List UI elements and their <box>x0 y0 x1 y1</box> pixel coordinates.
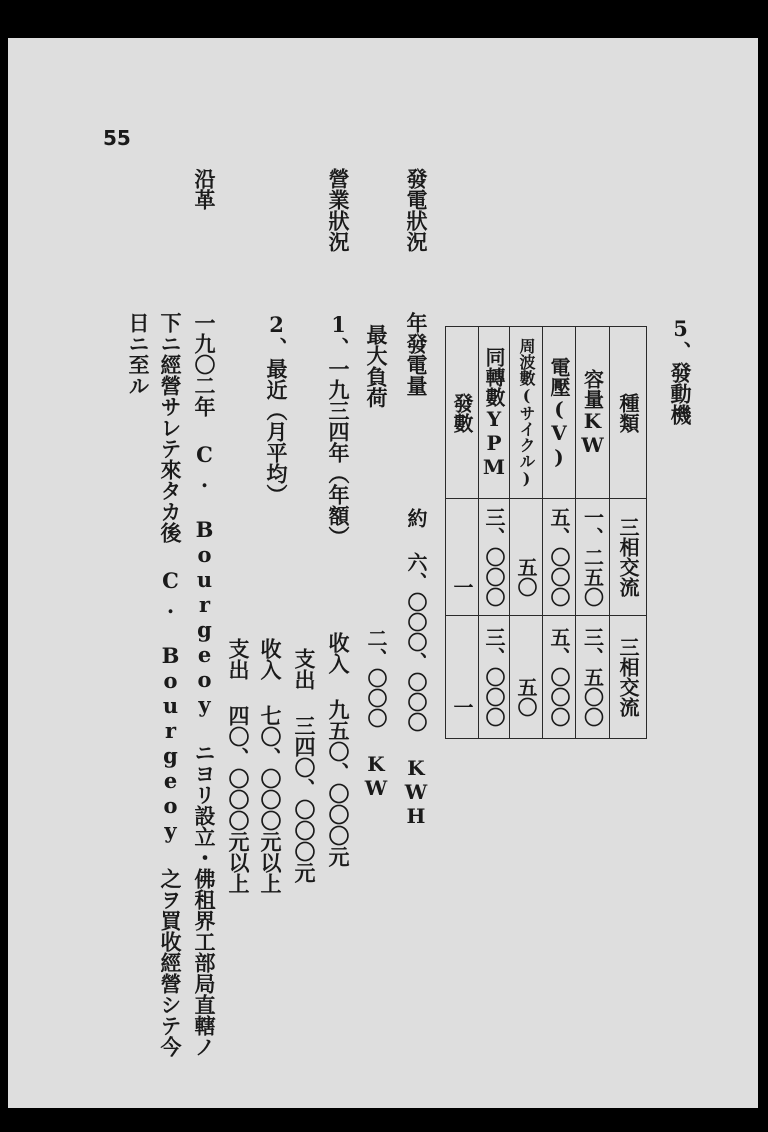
annual-generation-value: 約 六、〇〇〇、〇〇〇 KWH <box>404 508 428 828</box>
business-item1-expense: 支出 三四〇、〇〇〇元 <box>292 648 317 883</box>
business-item1-label: 1、一九三四年（年額） <box>326 312 351 547</box>
row1-count: 一 <box>450 577 474 597</box>
row1-frequency: 五〇 <box>514 557 538 597</box>
business-heading: 營業狀況 <box>326 168 351 252</box>
row1-capacity: 一、二五〇 <box>580 507 605 607</box>
row2-type: 三相交流 <box>616 637 640 717</box>
generator-table <box>445 326 647 739</box>
row1-rpm: 三、〇〇〇 <box>482 507 506 607</box>
row2-capacity: 三、五〇〇 <box>580 627 605 727</box>
business-item1-income: 收入 九五〇、〇〇〇元 <box>326 632 351 867</box>
history-line-1: 一九〇二年 C. Bourgeoy ニヨリ設立・佛租界工部局直轄ノ <box>192 312 217 1057</box>
table-header-row <box>446 327 647 499</box>
header-voltage: 電壓(V) <box>547 356 571 469</box>
max-load-label: 最大負荷 <box>364 324 389 408</box>
history-heading: 沿革 <box>192 168 217 210</box>
page-number: 55 <box>103 126 131 150</box>
row1-voltage: 五、〇〇〇 <box>547 507 571 607</box>
row2-count: 一 <box>450 697 474 717</box>
table-row <box>446 616 647 739</box>
header-count: 發數 <box>450 392 474 433</box>
max-load-value: 二、〇〇〇 KW <box>364 628 388 800</box>
business-item2-income: 收入 七〇、〇〇〇元以上 <box>258 638 283 894</box>
header-type: 種類 <box>616 392 640 433</box>
header-frequency: 周波數(サイクル) <box>517 337 536 488</box>
table-row <box>446 499 647 616</box>
annual-generation-label: 年發電量 <box>404 312 429 396</box>
history-line-2: 下ニ經營サレテ來タカ後 C. Bourgeoy 之ヲ買收經營シテ今 <box>158 312 183 1057</box>
generation-heading: 發電狀況 <box>404 168 429 252</box>
row2-voltage: 五、〇〇〇 <box>547 627 571 727</box>
header-capacity: 容量KW <box>580 368 605 457</box>
row1-type: 三相交流 <box>616 517 640 597</box>
section-title: 5、發動機 <box>668 316 693 425</box>
business-item2-expense: 支出 四〇、〇〇〇元以上 <box>226 638 251 894</box>
history-line-3: 日ニ至ル <box>126 312 151 396</box>
row2-rpm: 三、〇〇〇 <box>482 627 506 727</box>
header-rpm: 同轉數YPM <box>482 346 506 479</box>
row2-frequency: 五〇 <box>514 677 538 717</box>
business-item2-label: 2、最近（月平均） <box>264 312 289 505</box>
document-page <box>8 38 758 1108</box>
